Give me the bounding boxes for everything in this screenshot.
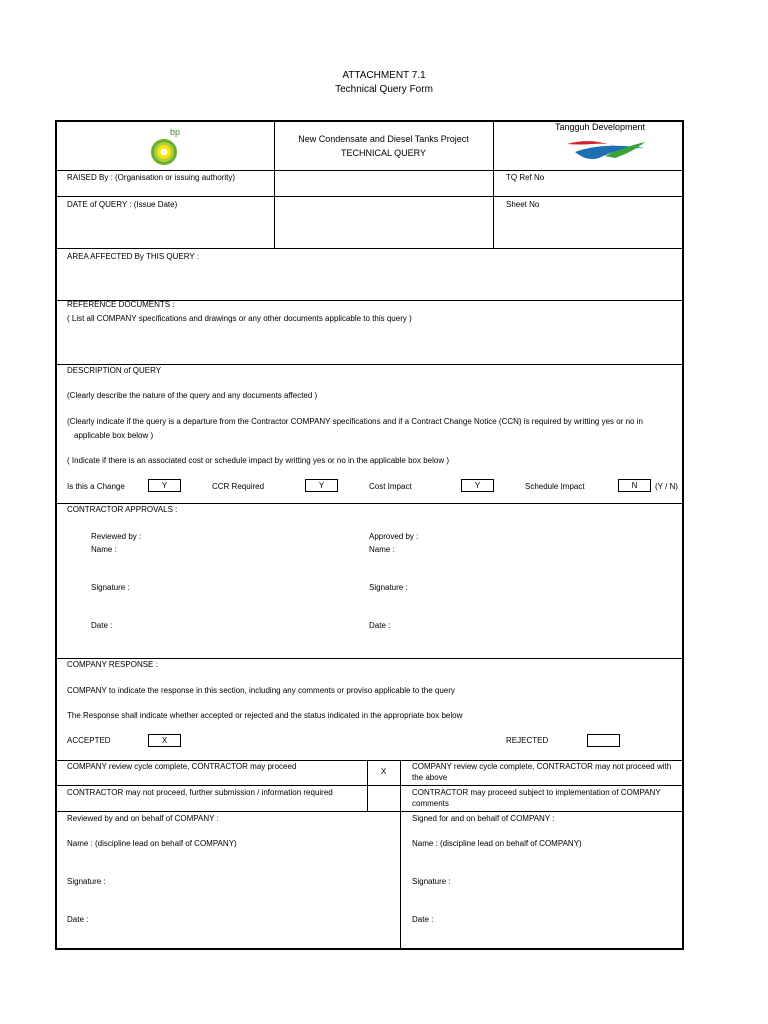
option-further-submission: CONTRACTOR may not proceed, further submission / information required [67,788,333,797]
bp-logo [147,134,181,168]
tq-ref-label: TQ Ref No [506,173,545,182]
contractor-approver-date-label: Date : [369,621,391,630]
technical-query-heading: TECHNICAL QUERY [340,148,427,158]
contractor-reviewed-by-label: Reviewed by : [91,532,142,541]
option-proceed: COMPANY review cycle complete, CONTRACTOR may proceed [67,762,297,771]
description-label: DESCRIPTION of QUERY [67,366,162,375]
reference-documents-label: REFERENCE DOCUMENTS : [67,300,175,309]
yes-no-hint: (Y / N) [655,482,678,491]
description-note-1: (Clearly describe the nature of the query and any documents affected ) [67,391,318,400]
attachment-number: ATTACHMENT 7.1 [342,70,426,81]
ccr-required-label: CCR Required [212,482,265,491]
contractor-approver-name-label: Name : [369,545,395,554]
ccr-required-box[interactable]: Y [305,479,338,492]
company-response-note-2: The Response shall indicate whether accepted or rejected and the status indicated in the appropriate box below [67,711,463,720]
company-reviewer-date-label: Date : [67,915,89,924]
company-response-label: COMPANY RESPONSE : [67,660,158,669]
date-of-query-label: DATE of QUERY : (Issue Date) [67,200,178,209]
description-note-2a: (Clearly indicate if the query is a departure from the Contractor COMPANY specifications and if a Contract Change Notice (CCN) is required by writting yes or no in [67,417,643,426]
area-affected-label: AREA AFFECTED By THIS QUERY : [67,252,200,261]
accepted-label: ACCEPTED [67,736,111,745]
company-signer-signature-label: Signature : [412,877,451,886]
contractor-approved-by-label: Approved by : [369,532,419,541]
company-reviewer-signature-label: Signature : [67,877,106,886]
contractor-reviewer-name-label: Name : [91,545,117,554]
project-name: New Condensate and Diesel Tanks Project [298,134,469,144]
tangguh-logo-text: Tangguh Development [555,122,646,132]
schedule-impact-box[interactable]: N [618,479,651,492]
description-note-2b: applicable box below ) [74,431,154,440]
company-signer-date-label: Date : [412,915,434,924]
contractor-reviewer-signature-label: Signature : [91,583,130,592]
option-proceed-mark[interactable]: X [380,767,387,776]
rejected-box[interactable] [587,734,620,747]
bp-wordmark: bp [170,127,181,137]
rejected-label: REJECTED [506,736,549,745]
company-reviewer-name-label: Name : (discipline lead on behalf of COMPANY) [67,839,237,848]
cost-impact-label: Cost Impact [369,482,412,491]
reviewed-on-behalf-label: Reviewed by and on behalf of COMPANY : [67,814,219,823]
raised-by-label: RAISED By : (Organisation or issuing authority) [67,173,236,182]
company-response-note-1: COMPANY to indicate the response in this section, including any comments or proviso applicable to the query [67,686,455,695]
contractor-approvals-label: CONTRACTOR APPROVALS : [67,505,178,514]
accepted-box[interactable]: X [148,734,181,747]
schedule-impact-label: Schedule Impact [525,482,585,491]
sheet-no-label: Sheet No [506,200,540,209]
cost-impact-box[interactable]: Y [461,479,494,492]
contractor-approver-signature-label: Signature : [369,583,408,592]
form-title: Technical Query Form [335,84,433,95]
company-signer-name-label: Name : (discipline lead on behalf of COMPANY) [412,839,582,848]
is-change-box[interactable]: Y [148,479,181,492]
tangguh-logo [565,136,647,164]
option-proceed-subject-to-comments: CONTRACTOR may proceed subject to implementation of COMPANY comments [412,788,661,808]
technical-query-form [55,120,684,950]
is-change-label: Is this a Change [67,482,125,491]
contractor-reviewer-date-label: Date : [91,621,113,630]
option-not-proceed: COMPANY review cycle complete, CONTRACTOR may not proceed with the above [412,762,672,782]
reference-documents-note: ( List all COMPANY specifications and drawings or any other documents applicable to this query ) [67,314,412,323]
signed-on-behalf-label: Signed for and on behalf of COMPANY : [412,814,555,823]
description-note-3: ( Indicate if there is an associated cost or schedule impact by writting yes or no in the applicable box below ) [67,456,449,465]
